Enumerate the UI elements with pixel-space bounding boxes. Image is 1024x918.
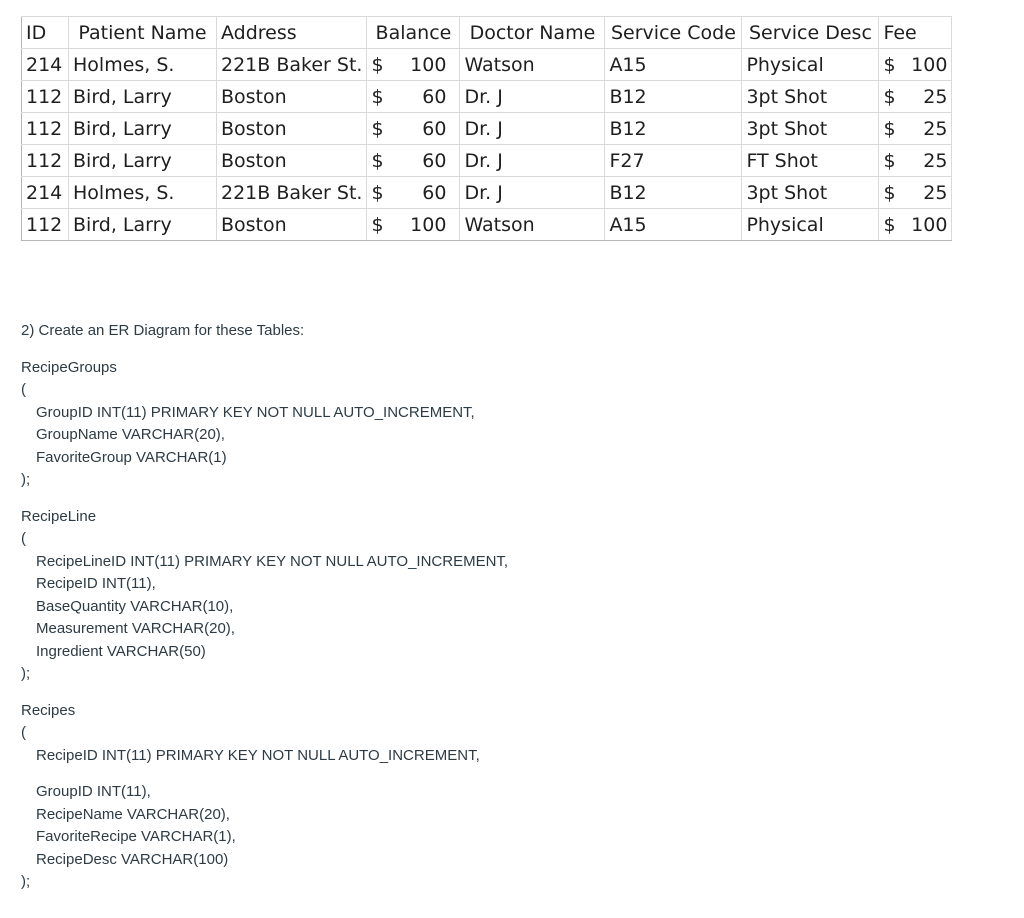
fee-amount: 25 bbox=[923, 117, 948, 140]
balance-currency: $ bbox=[371, 53, 384, 76]
cell-service-desc: 3pt Shot bbox=[742, 177, 879, 209]
fee-amount: 25 bbox=[923, 149, 948, 172]
cell-id: 112 bbox=[22, 113, 69, 145]
table-header-row bbox=[22, 17, 952, 49]
balance-amount: 60 bbox=[422, 181, 447, 204]
cell-balance bbox=[367, 209, 460, 241]
cell-address: Boston bbox=[217, 113, 367, 145]
cell-address: 221B Baker St. bbox=[217, 177, 367, 209]
cell-doctor-name: Dr. J bbox=[460, 145, 605, 177]
column-definition: FavoriteRecipe VARCHAR(1), bbox=[36, 828, 236, 845]
column-definition: RecipeDesc VARCHAR(100) bbox=[36, 850, 229, 868]
balance-amount: 100 bbox=[410, 213, 447, 236]
cell-service-desc: Physical bbox=[742, 49, 879, 81]
table-row bbox=[22, 113, 952, 145]
balance-currency: $ bbox=[371, 117, 384, 140]
cell-balance bbox=[367, 145, 460, 177]
cell-service-desc: FT Shot bbox=[742, 145, 879, 177]
cell-id: 112 bbox=[22, 81, 69, 113]
fee-amount: 25 bbox=[923, 181, 948, 204]
balance-amount: 60 bbox=[422, 149, 447, 172]
close-paren: ); bbox=[21, 873, 31, 890]
fee-currency: $ bbox=[883, 213, 896, 236]
cell-balance bbox=[367, 81, 460, 113]
cell-doctor-name: Watson bbox=[460, 209, 605, 241]
cell-address: Boston bbox=[217, 81, 367, 113]
header-balance: Balance bbox=[367, 17, 460, 49]
fee-currency: $ bbox=[883, 85, 896, 108]
header-service-desc: Service Desc bbox=[742, 17, 879, 49]
cell-service-desc: 3pt Shot bbox=[742, 113, 879, 145]
header-patient-name: Patient Name bbox=[69, 17, 217, 49]
column-definition: RecipeLineID INT(11) PRIMARY KEY NOT NULL AUTO_INCREMENT, bbox=[36, 552, 509, 570]
cell-id: 214 bbox=[22, 177, 69, 209]
cell-fee bbox=[879, 49, 952, 81]
fee-amount: 100 bbox=[911, 213, 948, 236]
balance-currency: $ bbox=[371, 213, 384, 236]
table-definition-name: Recipes bbox=[21, 701, 76, 719]
cell-patient-name: Bird, Larry bbox=[69, 81, 217, 113]
balance-amount: 100 bbox=[410, 53, 447, 76]
cell-service-code: B12 bbox=[605, 81, 742, 113]
cell-id: 112 bbox=[22, 145, 69, 177]
column-definition: RecipeID INT(11) PRIMARY KEY NOT NULL AUTO_INCREMENT, bbox=[36, 746, 480, 764]
table-row bbox=[22, 145, 952, 177]
column-definition: RecipeID INT(11), bbox=[36, 575, 156, 592]
fee-currency: $ bbox=[883, 181, 896, 204]
question-block bbox=[21, 320, 508, 894]
table-row bbox=[22, 81, 952, 113]
question-prompt: 2) Create an ER Diagram for these Tables: bbox=[21, 322, 305, 339]
cell-balance bbox=[367, 49, 460, 81]
balance-amount: 60 bbox=[422, 117, 447, 140]
column-definition: FavoriteGroup VARCHAR(1) bbox=[36, 448, 227, 466]
cell-fee bbox=[879, 177, 952, 209]
cell-doctor-name: Dr. J bbox=[460, 81, 605, 113]
column-definition: GroupID INT(11), bbox=[36, 783, 151, 800]
fee-currency: $ bbox=[883, 149, 896, 172]
cell-balance bbox=[367, 177, 460, 209]
table-definition-name: RecipeLine bbox=[21, 507, 97, 525]
cell-service-desc: Physical bbox=[742, 209, 879, 241]
balance-currency: $ bbox=[371, 149, 384, 172]
cell-doctor-name: Dr. J bbox=[460, 113, 605, 145]
open-paren: ( bbox=[21, 724, 26, 741]
table-row bbox=[22, 209, 952, 241]
cell-service-code: A15 bbox=[605, 209, 742, 241]
fee-amount: 25 bbox=[923, 85, 948, 108]
cell-address: Boston bbox=[217, 145, 367, 177]
header-doctor-name: Doctor Name bbox=[460, 17, 605, 49]
column-definition: GroupName VARCHAR(20), bbox=[36, 426, 225, 443]
fee-currency: $ bbox=[883, 53, 896, 76]
cell-address: 221B Baker St. bbox=[217, 49, 367, 81]
fee-currency: $ bbox=[883, 117, 896, 140]
cell-patient-name: Holmes, S. bbox=[69, 49, 217, 81]
cell-doctor-name: Watson bbox=[460, 49, 605, 81]
column-definition: GroupID INT(11) PRIMARY KEY NOT NULL AUTO_INCREMENT, bbox=[36, 403, 475, 421]
cell-patient-name: Bird, Larry bbox=[69, 209, 217, 241]
cell-fee bbox=[879, 145, 952, 177]
column-definition: Ingredient VARCHAR(50) bbox=[36, 642, 206, 660]
cell-service-code: F27 bbox=[605, 145, 742, 177]
column-definition: BaseQuantity VARCHAR(10), bbox=[36, 597, 234, 615]
cell-patient-name: Bird, Larry bbox=[69, 113, 217, 145]
patient-services-table bbox=[21, 16, 952, 241]
cell-id: 214 bbox=[22, 49, 69, 81]
cell-address: Boston bbox=[217, 209, 367, 241]
header-address: Address bbox=[217, 17, 367, 49]
column-definition: RecipeName VARCHAR(20), bbox=[36, 805, 230, 823]
cell-patient-name: Bird, Larry bbox=[69, 145, 217, 177]
table-row bbox=[22, 177, 952, 209]
cell-fee bbox=[879, 81, 952, 113]
open-paren: ( bbox=[21, 530, 26, 547]
cell-fee bbox=[879, 209, 952, 241]
cell-service-desc: 3pt Shot bbox=[742, 81, 879, 113]
table-row bbox=[22, 49, 952, 81]
balance-currency: $ bbox=[371, 181, 384, 204]
column-definition: Measurement VARCHAR(20), bbox=[36, 620, 235, 637]
header-fee: Fee bbox=[879, 17, 952, 49]
open-paren: ( bbox=[21, 381, 26, 398]
cell-fee bbox=[879, 113, 952, 145]
cell-service-code: A15 bbox=[605, 49, 742, 81]
cell-balance bbox=[367, 113, 460, 145]
close-paren: ); bbox=[21, 471, 31, 488]
cell-service-code: B12 bbox=[605, 113, 742, 145]
header-id: ID bbox=[22, 17, 69, 49]
balance-currency: $ bbox=[371, 85, 384, 108]
header-service-code: Service Code bbox=[605, 17, 742, 49]
cell-id: 112 bbox=[22, 209, 69, 241]
cell-doctor-name: Dr. J bbox=[460, 177, 605, 209]
cell-service-code: B12 bbox=[605, 177, 742, 209]
fee-amount: 100 bbox=[911, 53, 948, 76]
cell-patient-name: Holmes, S. bbox=[69, 177, 217, 209]
close-paren: ); bbox=[21, 665, 31, 682]
table-definition-name: RecipeGroups bbox=[21, 358, 117, 376]
balance-amount: 60 bbox=[422, 85, 447, 108]
